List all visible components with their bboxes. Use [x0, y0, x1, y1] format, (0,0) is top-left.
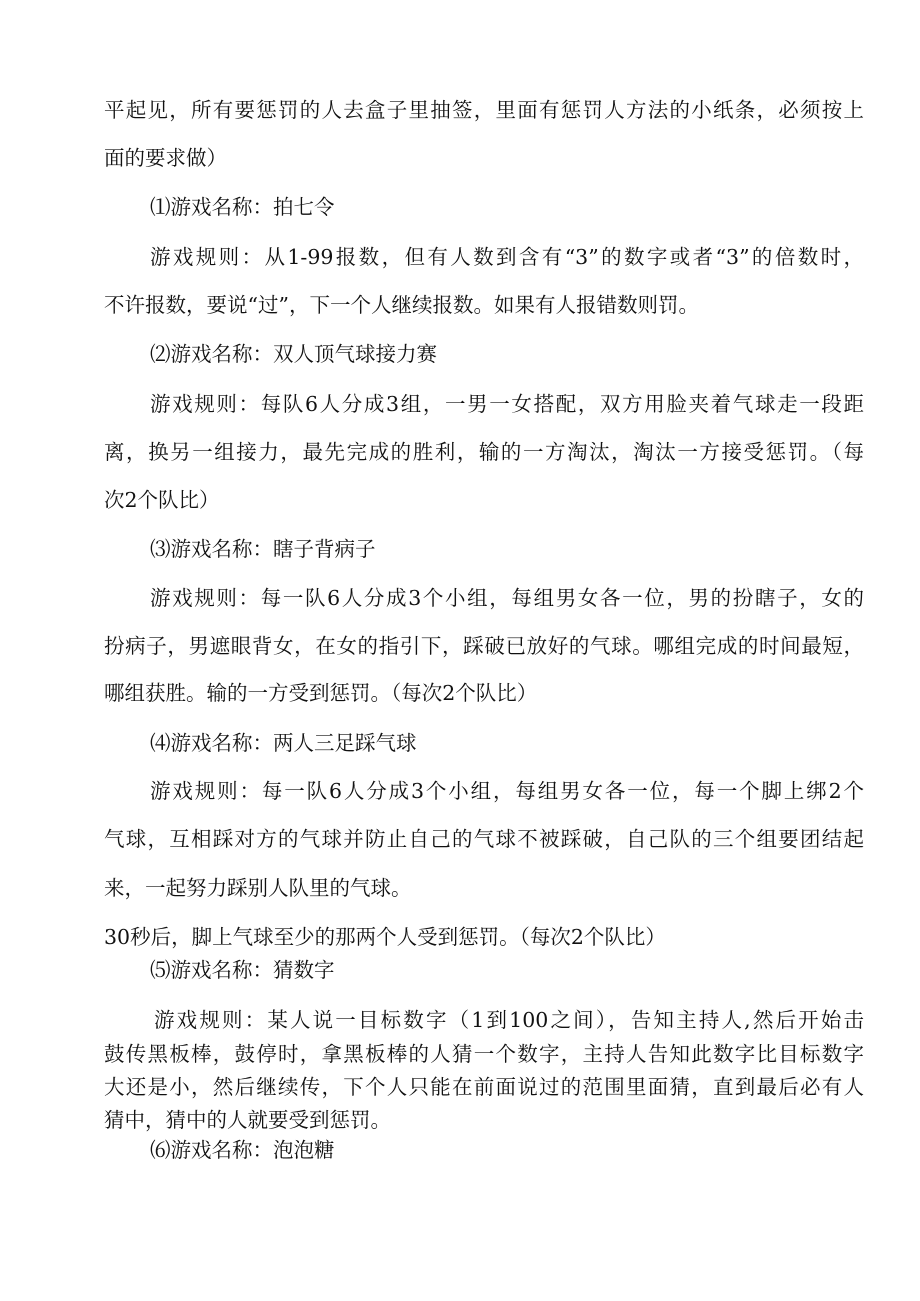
intro-line-1: 平起见，所有要惩罚的人去盒子里抽签，里面有惩罚人方法的小纸条，必须按上	[104, 98, 864, 122]
game-1-rule-line-2: 不许报数，要说“过”，下一个人继续报数。如果有人报错数则罚。	[104, 293, 699, 317]
game-3-rule-line-3: 哪组获胜。输的一方受到惩罚。（每次2个队比）	[104, 681, 538, 705]
game-2-rule-line-3: 次2个队比）	[104, 488, 220, 512]
game-5-rule-line-3: 大还是小，然后继续传，下个人只能在前面说过的范围里面猜，直到最后必有人	[104, 1075, 864, 1099]
game-2-title: ⑵游戏名称：双人顶气球接力赛	[150, 342, 437, 366]
game-5-rule-line-4: 猜中，猜中的人就要受到惩罚。	[104, 1108, 391, 1132]
game-2-rule-line-1: 游戏规则：每队6人分成3组，一男一女搭配，双方用脸夹着气球走一段距	[150, 392, 864, 416]
game-4-rule-line-2: 气球，互相踩对方的气球并防止自己的气球不被踩破，自己队的三个组要团结起	[104, 827, 864, 851]
game-3-rule-line-2: 扮病子，男遮眼背女，在女的指引下，踩破已放好的气球。哪组完成的时间最短，	[104, 634, 864, 658]
game-1-rule-line-1: 游戏规则：从1-99报数，但有人数到含有“3”的数字或者“3”的倍数时，	[150, 245, 864, 269]
game-5-rule-line-1: 游戏规则：某人说一目标数字（1到100之间），告知主持人,然后开始击	[154, 1008, 864, 1032]
game-3-rule-line-1: 游戏规则：每一队6人分成3个小组，每组男女各一位，男的扮瞎子，女的	[150, 586, 864, 610]
game-1-title: ⑴游戏名称：拍七令	[150, 195, 335, 219]
intro-line-2: 面的要求做）	[104, 146, 227, 170]
game-4-title: ⑷游戏名称：两人三足踩气球	[150, 731, 417, 755]
game-6-title: ⑹游戏名称：泡泡糖	[150, 1138, 335, 1162]
game-4-rule-line-4: 30秒后，脚上气球至少的那两个人受到惩罚。（每次2个队比）	[104, 925, 666, 949]
game-3-title: ⑶游戏名称：瞎子背病子	[150, 537, 376, 561]
game-5-title: ⑸游戏名称：猜数字	[150, 958, 335, 982]
game-4-rule-line-1: 游戏规则：每一队6人分成3个小组，每组男女各一位，每一个脚上绑2个	[150, 779, 864, 803]
game-5-rule-line-2: 鼓传黑板棒，鼓停时，拿黑板棒的人猜一个数字，主持人告知此数字比目标数字	[104, 1042, 864, 1066]
game-4-rule-line-3: 来，一起努力踩别人队里的气球。	[104, 876, 412, 900]
game-2-rule-line-2: 离，换另一组接力，最先完成的胜利，输的一方淘汰，淘汰一方接受惩罚。（每	[104, 440, 864, 464]
